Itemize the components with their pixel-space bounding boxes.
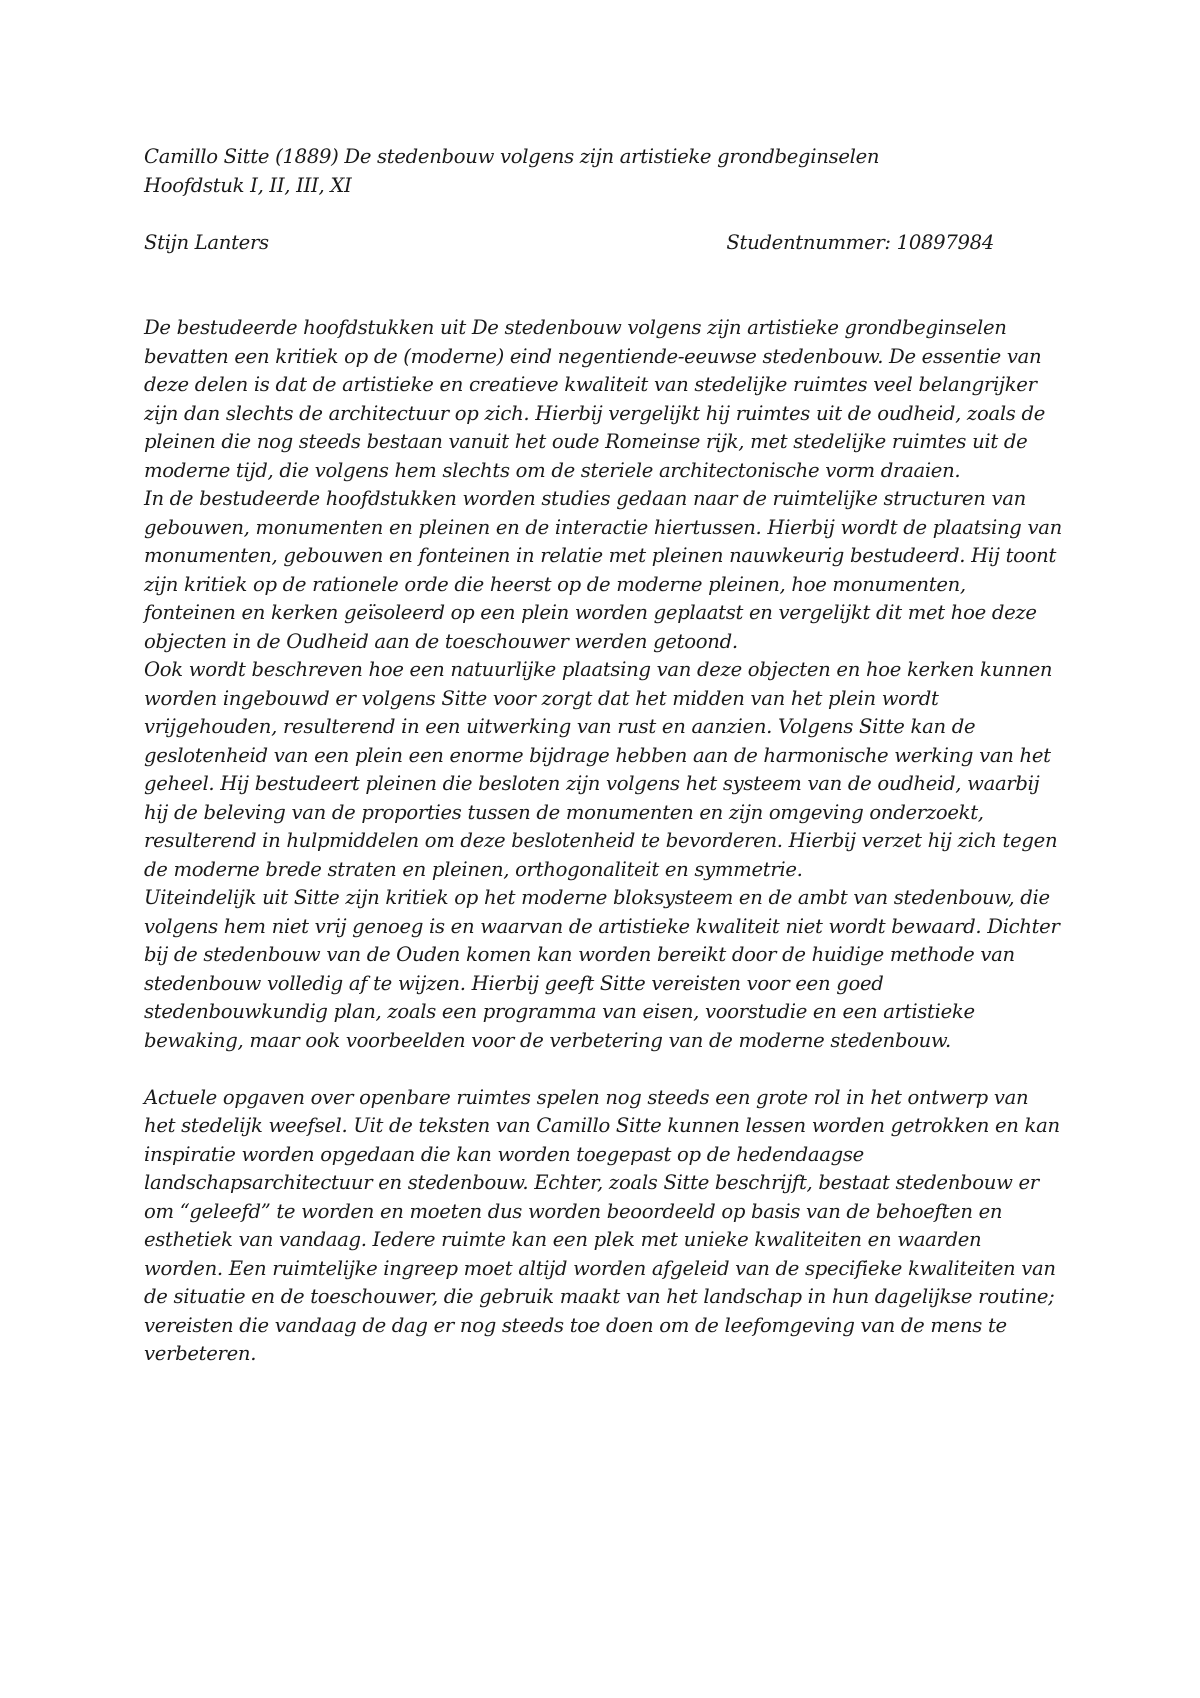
document-body — [144, 143, 1062, 1369]
paragraph-intro: De bestudeerde hoofdstukken uit De stedenbouw volgens zijn artistieke grondbeginselen bevatten een kritiek op de (moderne) eind negentiende-eeuwse stedenbouw. De essentie van deze delen is dat de artistieke en creatieve kwaliteit van stedelijke ruimtes veel belangrijker zijn dan slechts de architectuur op zich. Hierbij vergelijkt hij ruimtes uit de oudheid, zoals de pleinen die nog steeds bestaan vanuit het oude Romeinse rijk, met stedelijke ruimtes uit de moderne tijd, die volgens hem slechts om de steriele architectonische vorm draaien. — [144, 316, 1046, 482]
author-name: Stijn Lanters — [144, 230, 269, 254]
author-row — [144, 229, 994, 258]
paragraph-studies: In de bestudeerde hoofdstukken worden studies gedaan naar de ruimtelijke structuren van gebouwen, monumenten en pleinen en de interactie hiertussen. Hierbij wordt de plaatsing van monumenten, gebouwen en fonteinen in relatie met pleinen nauwkeurig bestudeerd. Hij toont zijn kritiek op de rationele orde die heerst op de moderne pleinen, hoe monumenten, fonteinen en kerken geïsoleerd op een plein worden geplaatst en vergelijkt dit met hoe deze objecten in de Oudheid aan de toeschouwer werden getoond. — [144, 487, 1062, 653]
paragraph-gap — [144, 1055, 1062, 1084]
document-title: Camillo Sitte (1889) De stedenbouw volgens zijn artistieke grondbeginselen — [144, 145, 880, 168]
spacer — [144, 200, 1062, 229]
paragraph-placement: Ook wordt beschreven hoe een natuurlijke plaatsing van deze objecten en hoe kerken kunnen worden ingebouwd er volgens Sitte voor zorgt dat het midden van het plein wordt vrijgehouden, resulterend in een uitwerking van rust en aanzien. Volgens Sitte kan de geslotenheid van een plein een enorme bijdrage hebben aan de harmonische werking van het geheel. Hij bestudeert pleinen die besloten zijn volgens het systeem van de oudheid, waarbij hij de beleving van de proporties tussen de monumenten en zijn omgeving onderzoekt, resulterend in hulpmiddelen om deze beslotenheid te bevorderen. Hierbij verzet hij zich tegen de moderne brede straten en pleinen, orthogonaliteit en symmetrie. — [144, 658, 1058, 881]
chapters-line: Hoofdstuk I, II, III, XI — [144, 173, 352, 197]
spacer — [144, 257, 1062, 314]
student-number: Studentnummer: 10897984 — [726, 230, 994, 254]
paragraph-conclusion: Actuele opgaven over openbare ruimtes spelen nog steeds een grote rol in het ontwerp van het stedelijk weefsel. Uit de teksten van Camillo Sitte kunnen lessen worden getrokken en kan inspiratie worden opgedaan die kan worden toegepast op de hedendaagse landschapsarchitectuur en stedenbouw. Echter, zoals Sitte beschrijft, bestaat stedenbouw er om “geleefd” te worden en moeten dus worden beoordeeld op basis van de behoeften en esthetiek van vandaag. Iedere ruimte kan een plek met unieke kwaliteiten en waarden worden. Een ruimtelijke ingreep moet altijd worden afgeleid van de specifieke kwaliteiten van de situatie en de toeschouwer, die gebruik maakt van het landschap in hun dagelijkse routine; vereisten die vandaag de dag er nog steeds toe doen om de leefomgeving van de mens te verbeteren. — [144, 1085, 1060, 1365]
paragraph-critique: Uiteindelijk uit Sitte zijn kritiek op het moderne bloksysteem en de ambt van stedenbouw, die volgens hem niet vrij genoeg is en waarvan de artistieke kwaliteit niet wordt bewaard. Dichter bij de stedenbouw van de Ouden komen kan worden bereikt door de huidige methode van stedenbouw volledig af te wijzen. Hierbij geeft Sitte vereisten voor een goed stedenbouwkundig plan, zoals een programma van eisen, voorstudie en een artistieke bewaking, maar ook voorbeelden voor de verbetering van de moderne stedenbouw. — [144, 886, 1060, 1052]
